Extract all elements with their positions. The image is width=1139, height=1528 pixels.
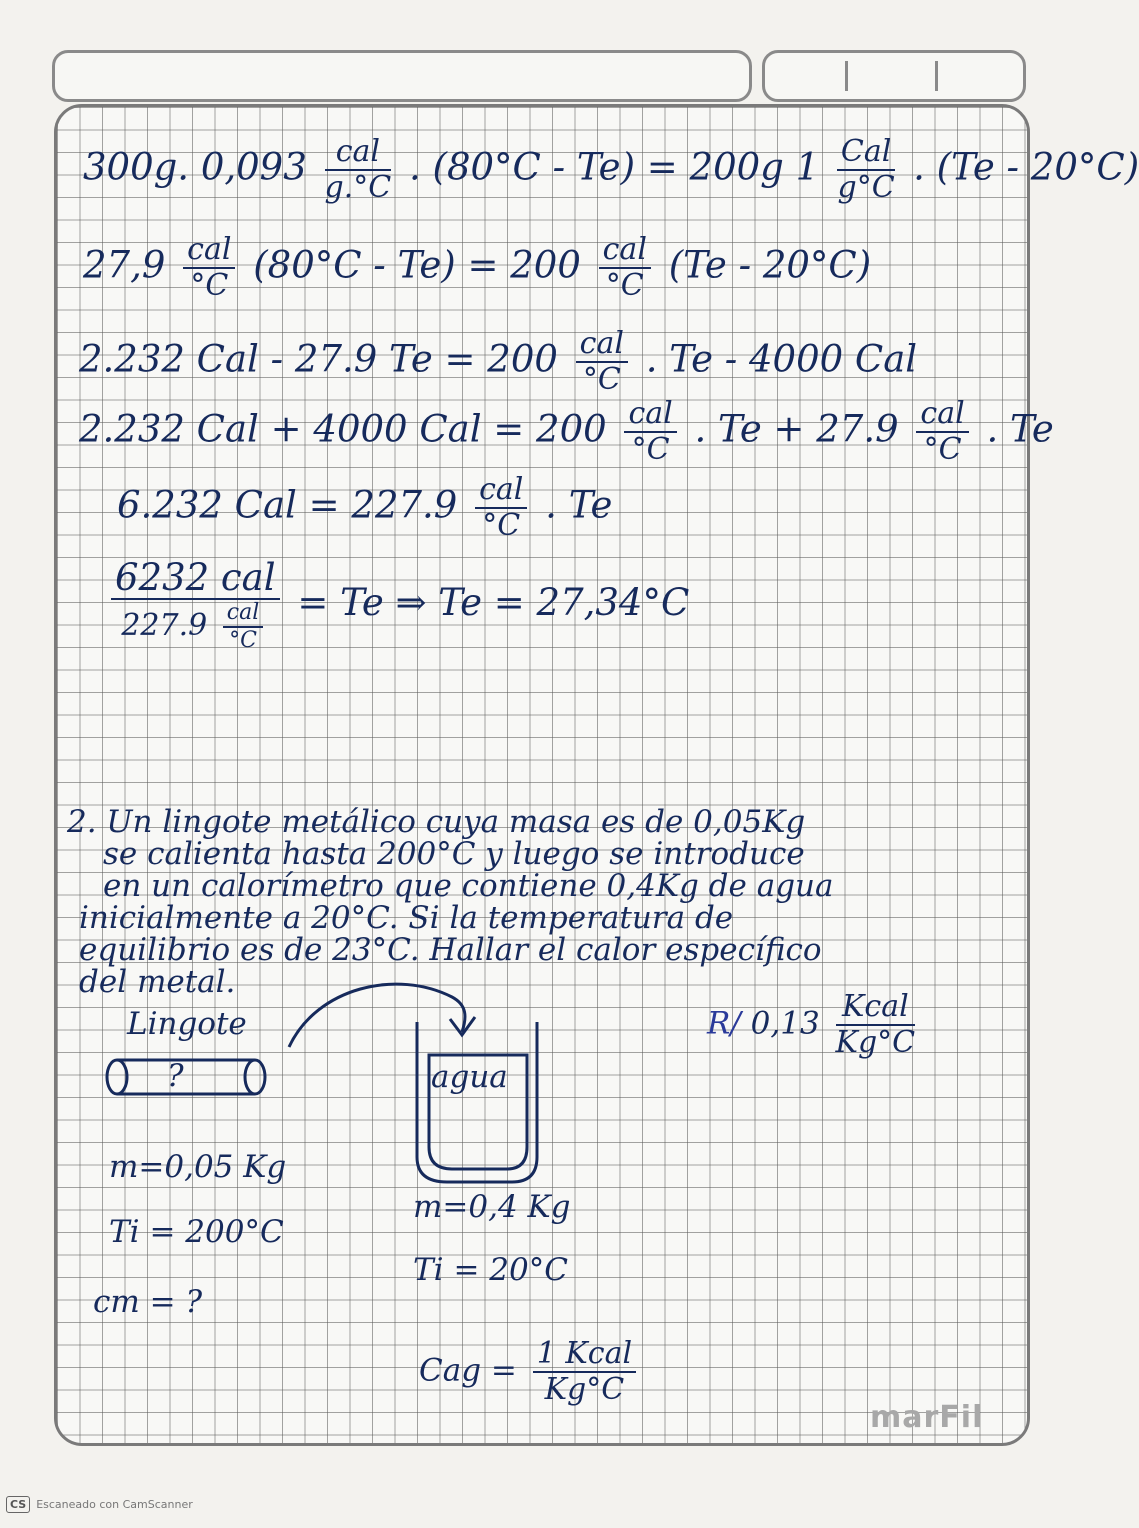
eq-text: (80°C - Te) = 200 — [253, 243, 581, 287]
equation-line-3 — [79, 326, 918, 397]
equation-line-5 — [117, 472, 613, 543]
problem-line-1: 2. Un lingote metálico cuya masa es de 0,05Kg — [67, 804, 806, 840]
fraction: $\frac{\text{cal}}{^\circ C}$ — [576, 329, 628, 395]
eq-text: . (80°C - Te) = 200g — [409, 145, 784, 189]
problem-line-3: en un calorímetro que contiene 0,4Kg de agua — [103, 868, 834, 904]
eq-text: . Te + 27.9 — [694, 407, 899, 451]
ingot-mark: ? — [167, 1058, 184, 1094]
fraction: $\frac{\text{cal}}{^\circ C}$ — [624, 399, 676, 465]
answer-mark: R/ — [707, 1005, 741, 1042]
transfer-arrow — [289, 984, 475, 1047]
eq-text: . Te — [545, 483, 613, 527]
eq-text: 27,9 — [83, 243, 166, 287]
eq-text: . Te — [986, 407, 1054, 451]
water-container — [417, 1022, 537, 1182]
water-mass: m=0,4 Kg — [413, 1189, 571, 1225]
eq-text: 300g. 0,093 — [83, 145, 307, 189]
fraction: 6232 cal 227.9 $\frac{\text{cal}}{^\circ C}$ — [111, 559, 280, 652]
ingot-label: Lingote — [127, 1006, 247, 1042]
answer-unit: $\frac{\text{Kcal}}{Kg^\circ C}$ — [835, 989, 916, 1060]
ingot-specific-heat: cm = ? — [93, 1284, 203, 1320]
ingot-cylinder — [107, 1060, 265, 1094]
eq-result: = Te ⇒ Te = 27,34°C — [297, 581, 690, 624]
equation-line-1 — [83, 134, 1139, 205]
header-field-left — [52, 50, 752, 102]
water-specific-heat: Cag = $\frac{\text{1 Kcal}}{Kg^\circ C}$ — [419, 1339, 642, 1405]
grid-sheet — [54, 104, 1139, 1446]
eq-text: 1 — [795, 145, 820, 189]
eq-text: . Te - 4000 Cal — [645, 337, 918, 381]
fraction: $\frac{\text{cal}}{^\circ C}$ — [183, 235, 235, 301]
problem-line-5: equilibrio es de 23°C. Hallar el calor específico — [79, 932, 822, 968]
eq-text: (Te - 20°C) — [668, 243, 872, 287]
problem-line-2: se calienta hasta 200°C y luego se introduce — [103, 836, 805, 872]
water-initial-temp: Ti = 20°C — [413, 1252, 568, 1288]
problem-line-4: inicialmente a 20°C. Si la temperatura de — [79, 900, 734, 936]
fraction: $\frac{\text{cal}}{g.^\circ C}$ — [324, 134, 392, 205]
problem-line-6: del metal. — [79, 964, 236, 1000]
equation-line-2 — [83, 232, 872, 303]
answer-value: 0,13 — [750, 1005, 820, 1042]
fraction: $\frac{\text{1 Kcal}}{Kg^\circ C}$ — [533, 1339, 636, 1405]
equation-line-4 — [79, 396, 1054, 467]
ingot-initial-temp: Ti = 200°C — [109, 1214, 284, 1250]
fraction: $\frac{\text{cal}}{^\circ C}$ — [475, 475, 527, 541]
eq-text: 2.232 Cal - 27.9 Te = 200 — [79, 337, 558, 381]
ingot-mass: m=0,05 Kg — [109, 1149, 287, 1185]
answer — [707, 989, 921, 1060]
eq-text: . (Te - 20°C) — [913, 145, 1139, 189]
scanner-text: Escaneado con CamScanner — [36, 1498, 193, 1511]
fraction: $\frac{\text{cal}}{^\circ C}$ — [599, 235, 651, 301]
notebook-brand-logo: marFil — [870, 1400, 984, 1435]
fraction: $\frac{\text{cal}}{^\circ C}$ — [916, 399, 968, 465]
eq-text: 6.232 Cal = 227.9 — [117, 483, 458, 527]
scanner-watermark — [6, 1496, 193, 1513]
camscanner-icon: CS — [6, 1496, 30, 1513]
eq-text: 2.232 Cal + 4000 Cal = 200 — [79, 407, 607, 451]
header-field-right — [762, 50, 1026, 102]
equation-line-6 — [105, 556, 690, 653]
header-tick — [845, 61, 848, 91]
water-label: agua — [431, 1059, 508, 1095]
header-tick — [935, 61, 938, 91]
fraction: $\frac{\text{Cal}}{g^\circ C}$ — [837, 134, 895, 205]
